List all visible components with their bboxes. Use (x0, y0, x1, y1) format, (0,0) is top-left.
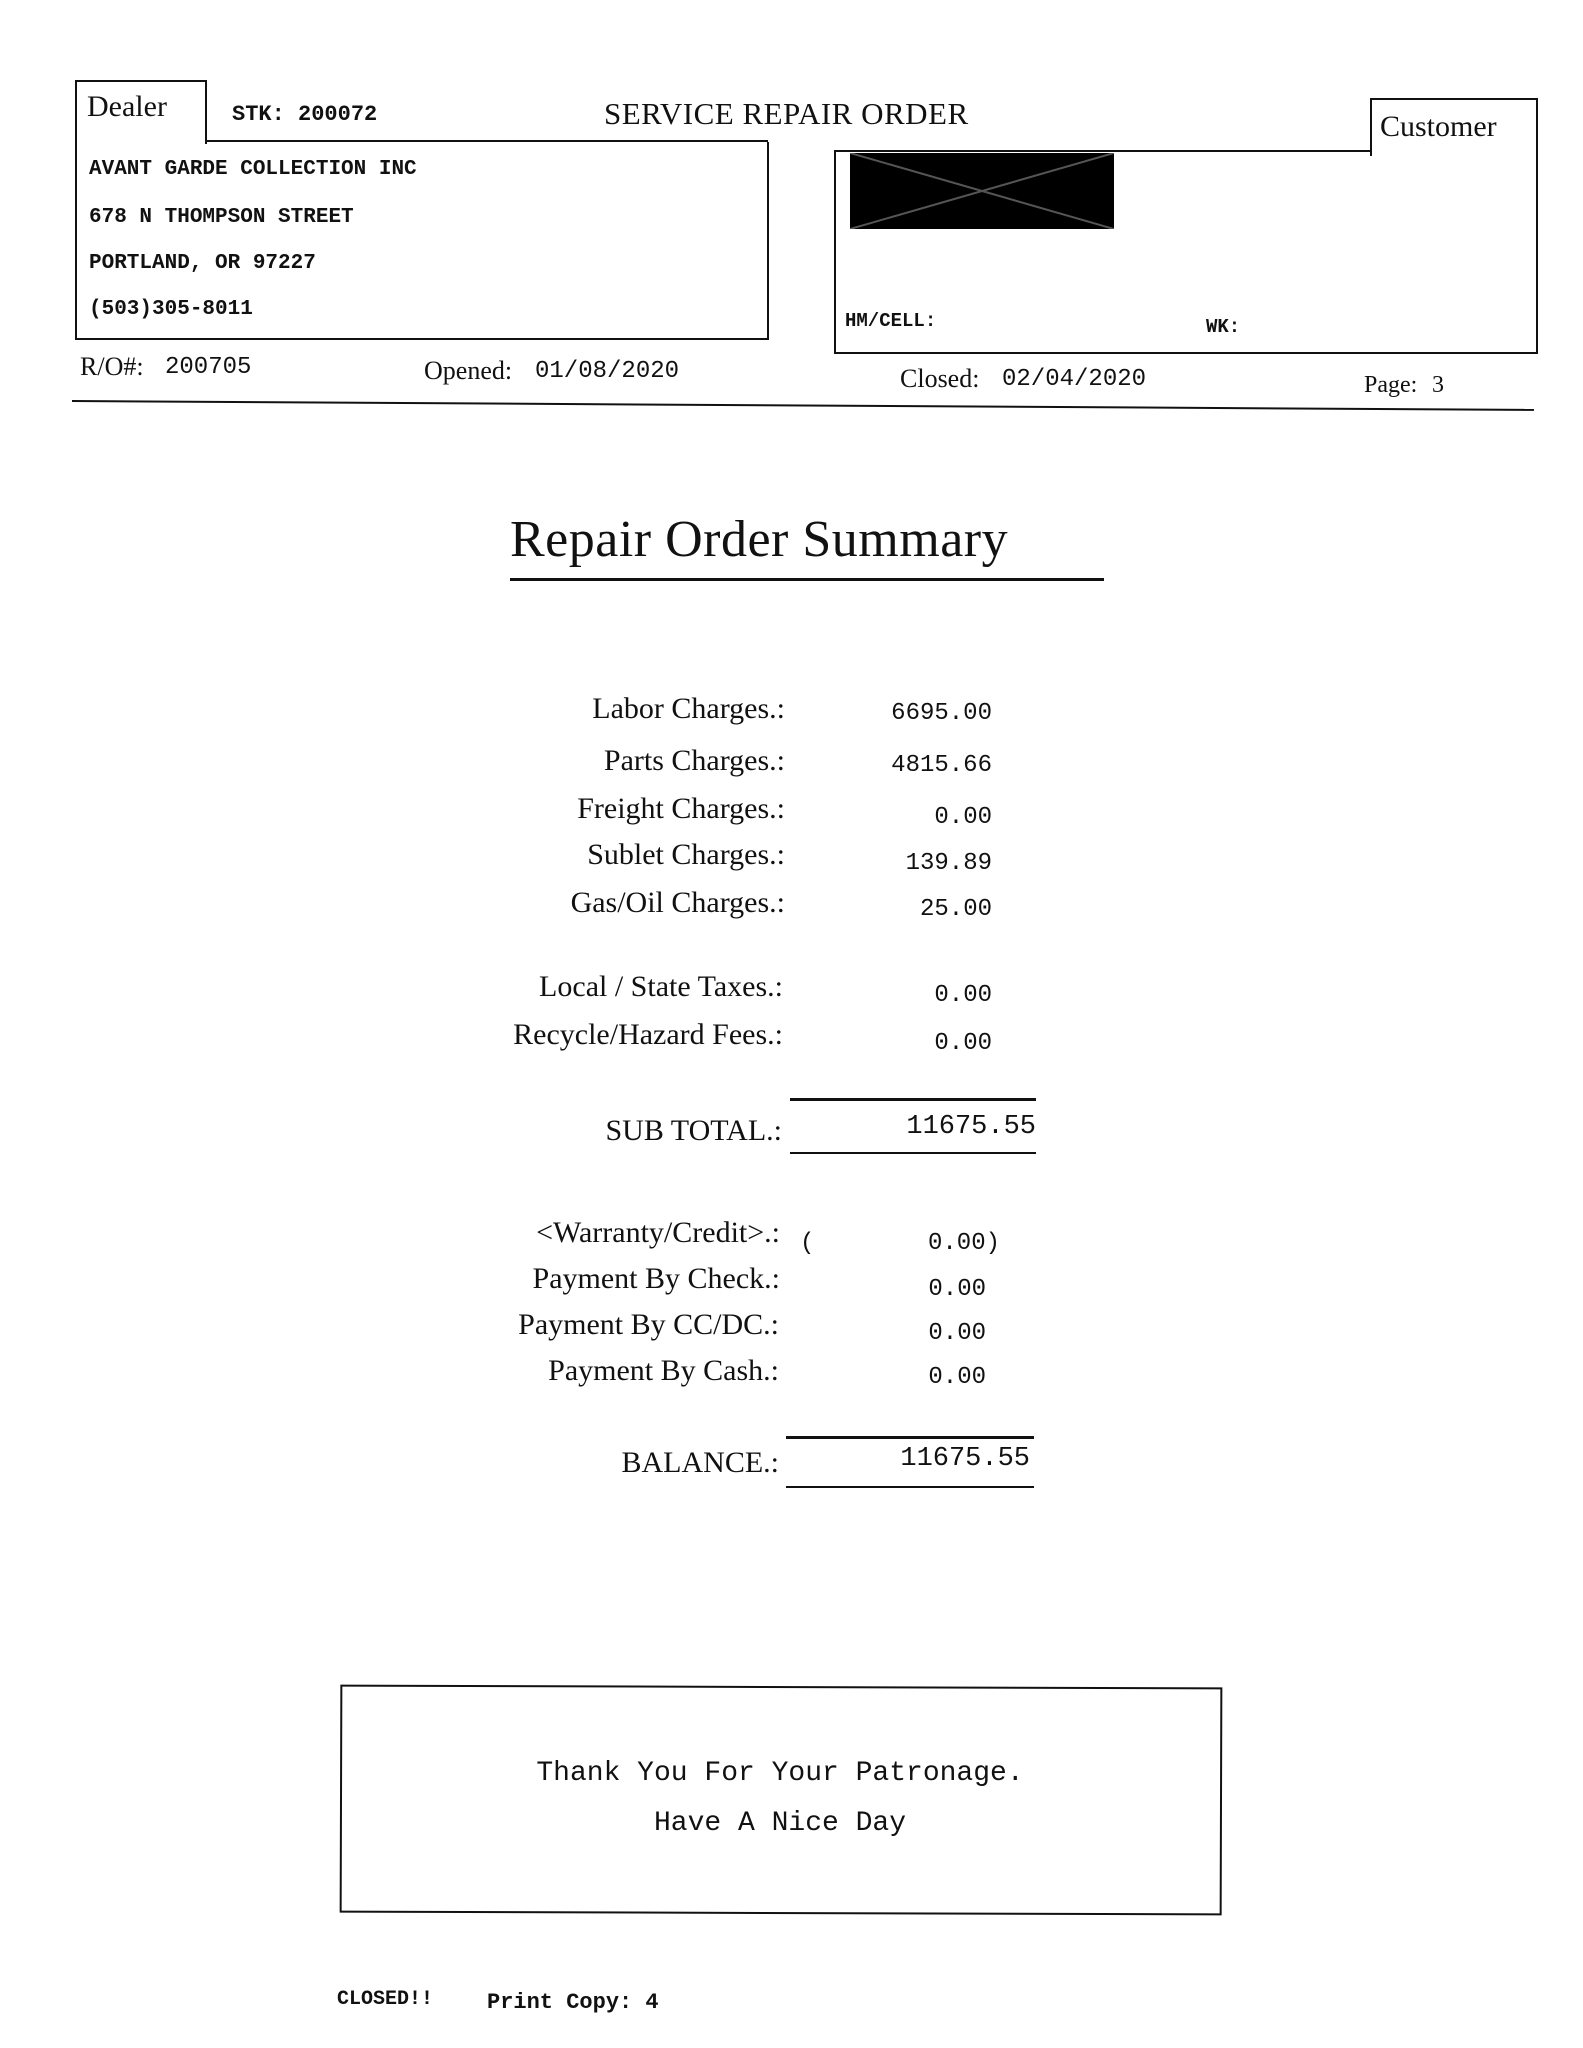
ro-number: 200705 (165, 354, 252, 381)
sublet-charges-value: 139.89 (905, 850, 992, 877)
balance-rule-bottom (786, 1486, 1034, 1488)
closed-label: Closed: (900, 364, 980, 393)
closed-date: 02/04/2020 (1002, 366, 1147, 393)
page-label: Page: (1364, 372, 1418, 398)
thank-you-line-1: Thank You For Your Patronage. (536, 1758, 1024, 1789)
page-number: 3 (1432, 372, 1444, 398)
ro-label: R/O#: (80, 352, 144, 381)
payment-cash-value: 0.00 (928, 1364, 986, 1391)
payment-cc-dc-value: 0.00 (928, 1320, 986, 1347)
payment-cash-label: Payment By Cash.: (548, 1354, 779, 1387)
payment-check-label: Payment By Check.: (532, 1262, 780, 1295)
subtotal-label: SUB TOTAL.: (605, 1114, 782, 1147)
dealer-phone: (503)305-8011 (89, 298, 253, 321)
closed-status: CLOSED!! (337, 1988, 434, 2011)
thank-you-line-2: Have A Nice Day (653, 1808, 907, 1839)
work-phone-label: WK: (1206, 316, 1241, 338)
gas-oil-charges-value: 25.00 (919, 896, 992, 923)
warranty-credit-label: <Warranty/Credit>.: (536, 1216, 780, 1249)
header-rule (72, 400, 1534, 411)
redaction-cross-icon (850, 153, 1114, 229)
warranty-credit-value: 0.00) (927, 1230, 1000, 1257)
freight-charges-value: 0.00 (934, 804, 992, 831)
dealer-city: PORTLAND, OR 97227 (89, 252, 316, 275)
subtotal-rule-top (790, 1098, 1036, 1101)
labor-charges-label: Labor Charges.: (592, 692, 785, 725)
gas-oil-charges-label: Gas/Oil Charges.: (570, 886, 785, 919)
dealer-tab-label: Dealer (87, 90, 167, 123)
payment-cc-dc-label: Payment By CC/DC.: (518, 1308, 779, 1341)
print-copy: Print Copy: 4 (487, 1990, 659, 2015)
parts-charges-label: Parts Charges.: (603, 744, 785, 777)
balance-label: BALANCE.: (621, 1446, 779, 1479)
sublet-charges-label: Sublet Charges.: (587, 838, 785, 871)
thank-you-box (340, 1685, 1223, 1916)
document-title: SERVICE REPAIR ORDER (604, 96, 969, 131)
warranty-credit-paren: ( (800, 1230, 815, 1257)
subtotal-value: 11675.55 (906, 1112, 1036, 1142)
summary-title-underline (510, 578, 1104, 581)
home-cell-label: HM/CELL: (845, 310, 937, 332)
dealer-street: 678 N THOMPSON STREET (89, 206, 354, 229)
payment-check-value: 0.00 (928, 1276, 986, 1303)
subtotal-rule-bottom (790, 1152, 1036, 1154)
stock-number: STK: 200072 (232, 102, 378, 127)
redaction-block (850, 153, 1114, 229)
labor-charges-value: 6695.00 (891, 700, 992, 727)
opened-date: 01/08/2020 (535, 358, 680, 385)
parts-charges-value: 4815.66 (891, 752, 992, 779)
recycle-hazard-fees-label: Recycle/Hazard Fees.: (513, 1018, 783, 1051)
opened-label: Opened: (424, 356, 513, 385)
local-state-taxes-label: Local / State Taxes.: (539, 970, 783, 1003)
balance-value: 11675.55 (900, 1444, 1030, 1474)
freight-charges-label: Freight Charges.: (577, 792, 785, 825)
balance-rule-top (786, 1436, 1034, 1439)
customer-tab (1370, 98, 1538, 156)
dealer-tab (75, 80, 207, 144)
local-state-taxes-value: 0.00 (934, 982, 992, 1009)
dealer-name: AVANT GARDE COLLECTION INC (89, 158, 417, 181)
recycle-hazard-fees-value: 0.00 (934, 1030, 992, 1057)
summary-title: Repair Order Summary (510, 511, 1009, 568)
customer-tab-label: Customer (1380, 110, 1497, 143)
